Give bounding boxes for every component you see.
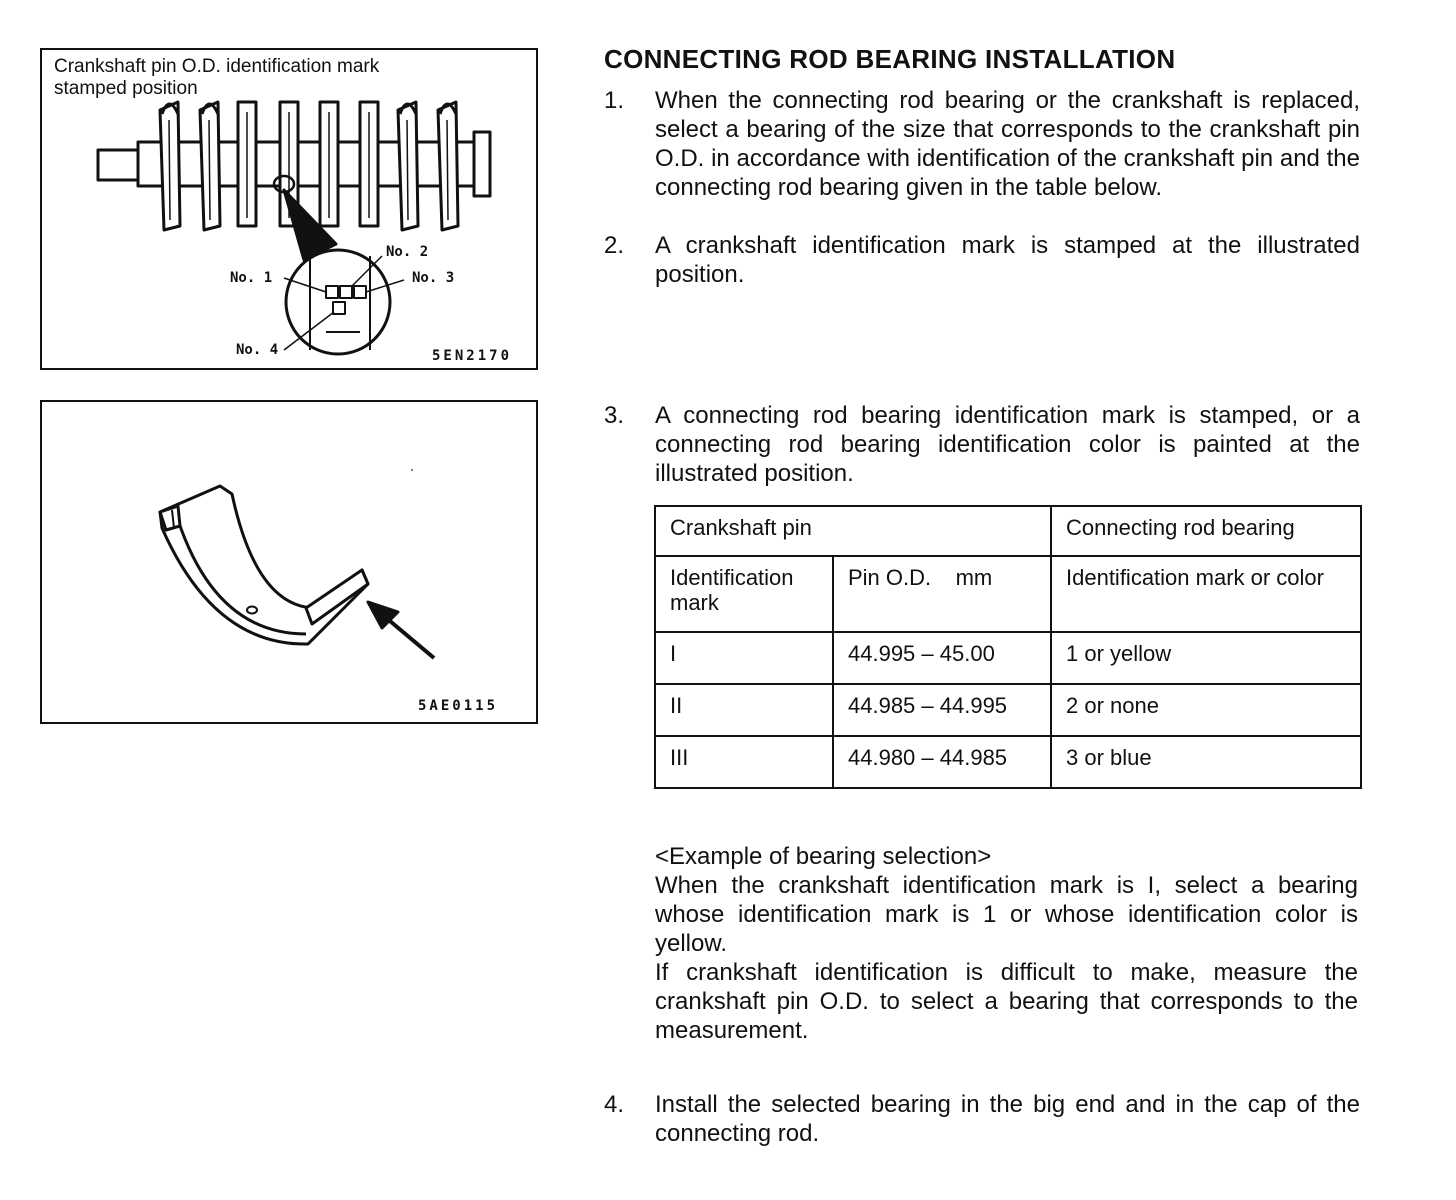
cell-mark: III <box>655 736 833 788</box>
cell-mark: I <box>655 632 833 684</box>
step-3-text: A connecting rod bearing identification mark is stamped, or a connecting rod bearing identification color is painted at the illustrated position. <box>655 402 1360 487</box>
cell-pin-od: 44.985 – 44.995 <box>833 684 1051 736</box>
col-header-bearing-identification: Identification mark or color <box>1051 556 1361 632</box>
table-column-header-row <box>655 556 1361 632</box>
col-header-identification-mark: Identification mark <box>655 556 833 632</box>
crankshaft-caption-line2: stamped position <box>54 78 198 99</box>
bearing-figure <box>40 400 538 724</box>
step-4-number: 4. <box>604 1091 625 1118</box>
example-text-1: When the crankshaft identification mark is I, select a bearing whose identification mark is 1 or whose identification color is yellow. <box>655 872 1358 957</box>
cell-pin-od: 44.995 – 45.00 <box>833 632 1051 684</box>
bearing-figure-code: 5AE0115 <box>418 698 499 714</box>
crankshaft-drawing <box>42 50 536 368</box>
cell-bearing-id: 2 or none <box>1051 684 1361 736</box>
table-row <box>655 736 1361 788</box>
cell-pin-od: 44.980 – 44.985 <box>833 736 1051 788</box>
bearing-drawing <box>42 402 536 722</box>
callout-no1: No. 1 <box>230 270 273 286</box>
col-header-pin-od: Pin O.D. mm <box>833 556 1051 632</box>
callout-no4: No. 4 <box>236 342 279 358</box>
step-4-text: Install the selected bearing in the big end and in the cap of the connecting rod. <box>655 1091 1360 1147</box>
cell-bearing-id: 3 or blue <box>1051 736 1361 788</box>
table-group-header-row <box>655 506 1361 556</box>
crankshaft-figure-code: 5EN2170 <box>432 348 513 364</box>
step-1-text: When the connecting rod bearing or the crankshaft is replaced, select a bearing of the size that corresponds to the crankshaft pin O.D. in accordance with identification of the crankshaft pin and the connecting rod bearing given in the table below. <box>655 87 1360 201</box>
step-2-number: 2. <box>604 232 625 259</box>
bearing-selection-table <box>654 505 1362 789</box>
cell-bearing-id: 1 or yellow <box>1051 632 1361 684</box>
group-header-crankshaft-pin: Crankshaft pin <box>655 506 1051 556</box>
example-heading: <Example of bearing selection> <box>655 843 992 870</box>
crankshaft-figure <box>40 48 538 370</box>
group-header-connecting-rod-bearing: Connecting rod bearing <box>1051 506 1361 556</box>
step-2-text: A crankshaft identification mark is stamped at the illustrated position. <box>655 232 1360 288</box>
cell-mark: II <box>655 684 833 736</box>
table-row <box>655 632 1361 684</box>
crankshaft-caption-line1: Crankshaft pin O.D. identification mark <box>54 56 380 77</box>
callout-no3: No. 3 <box>412 270 455 286</box>
step-1-number: 1. <box>604 87 625 114</box>
table-row <box>655 684 1361 736</box>
step-3-number: 3. <box>604 402 625 429</box>
page-title: CONNECTING ROD BEARING INSTALLATION <box>604 44 1176 74</box>
callout-no2: No. 2 <box>386 244 429 260</box>
example-text-2: If crankshaft identification is difficult to make, measure the crankshaft pin O.D. to select a bearing that corresponds to the measurement. <box>655 959 1358 1044</box>
